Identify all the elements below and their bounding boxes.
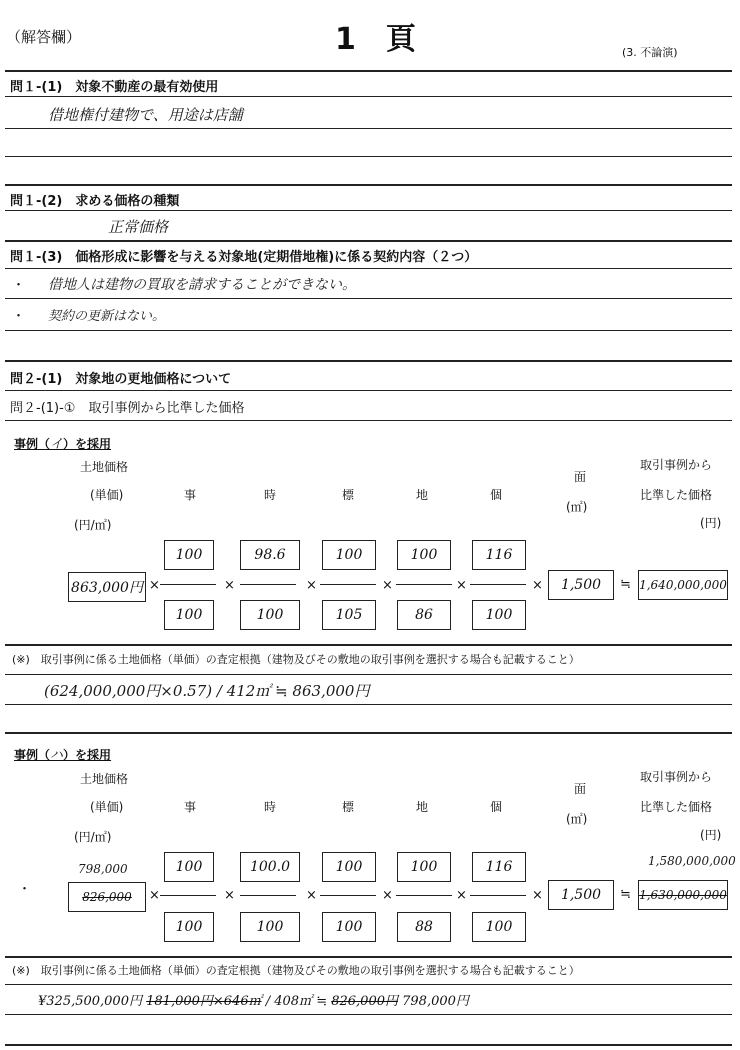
times-sign: × (382, 578, 393, 593)
fraction-bar (320, 584, 376, 585)
case2-label: 事例（ハ）を採用 (14, 748, 112, 763)
rule (5, 240, 732, 242)
factor-header-2: 時 (264, 800, 277, 814)
case2-area-box: 1,500 (548, 880, 614, 910)
case1-num-2: 98.6 (240, 540, 300, 570)
times-sign: × (149, 578, 160, 593)
case2-note-answer (38, 990, 469, 1009)
unit-price-header: (単価) (90, 800, 124, 814)
case1-label: 事例（イ）を採用 (14, 437, 112, 452)
rule (5, 298, 732, 299)
times-sign: × (224, 888, 235, 903)
area-unit-header: (㎡) (566, 812, 588, 826)
rule (5, 390, 732, 391)
fraction-bar (470, 895, 526, 896)
fraction-bar (396, 895, 452, 896)
fraction-bar (470, 584, 526, 585)
rule (5, 360, 732, 362)
factor-header-3: 標 (342, 800, 355, 814)
case2-den-4: 88 (397, 912, 451, 942)
result-header-2: 比準した価格 (640, 488, 713, 502)
rule (5, 156, 732, 157)
factor-header-1: 事 (184, 800, 197, 814)
case1-den-2: 100 (240, 600, 300, 630)
q1-3-answer-2: 契約の更新はない。 (48, 309, 166, 324)
times-sign: × (224, 578, 235, 593)
approx-sign: ≒ (620, 577, 631, 592)
rule (5, 704, 732, 705)
q1-1-label: 問１-(1) 対象不動産の最有効使用 (10, 80, 219, 95)
times-sign: × (456, 888, 467, 903)
area-header: 面 (574, 470, 587, 484)
bullet: ・ (12, 278, 26, 293)
unit-header: (円/㎡) (74, 830, 112, 844)
fraction-bar (160, 895, 216, 896)
case2-num-5: 116 (472, 852, 526, 882)
q1-1-answer: 借地権付建物で、用途は店舗 (48, 106, 243, 124)
unit-header: (円/㎡) (74, 518, 112, 532)
q1-3-label: 問１-(3) 価格形成に影響を与える対象地(定期借地権)に係る契約内容（２つ） (10, 250, 478, 265)
rule (5, 644, 732, 646)
case1-letter: イ (50, 437, 64, 452)
land-price-header: 土地価格 (80, 772, 129, 786)
case2-num-2: 100.0 (240, 852, 300, 882)
bottom-border (5, 1044, 732, 1046)
answer-column-label: （解答欄） (6, 28, 82, 46)
note-part-struck: 826,000円 (331, 994, 398, 1009)
result-unit-header: (円) (700, 828, 722, 842)
case1-result-box: 1,640,000,000 (638, 570, 728, 600)
factor-header-3: 標 (342, 488, 355, 502)
fraction-bar (396, 584, 452, 585)
case1-num-5: 116 (472, 540, 526, 570)
note-part: ¥325,500,000円 (38, 994, 142, 1009)
case1-note-answer: (624,000,000円×0.57) / 412㎡ ≒ 863,000円 (44, 682, 370, 700)
page-title: 1 頁 (335, 22, 416, 57)
times-sign: × (532, 888, 543, 903)
rule (5, 732, 732, 734)
case1-area-box: 1,500 (548, 570, 614, 600)
bullet: ・ (12, 309, 26, 324)
rule (5, 674, 732, 675)
times-sign: × (532, 578, 543, 593)
result-header-2: 比準した価格 (640, 800, 713, 814)
factor-header-4: 地 (416, 488, 429, 502)
factor-header-5: 個 (490, 488, 503, 502)
case2-result-struck: 1,630,000,000 (638, 880, 728, 910)
case2-unit-price-corrected: 798,000 (78, 862, 128, 876)
case2-unit-price-struck: 826,000 (68, 882, 146, 912)
rule (5, 956, 732, 958)
case1-den-5: 100 (472, 600, 526, 630)
q1-3-answer-1: 借地人は建物の買取を請求することができない。 (48, 277, 356, 293)
times-sign: × (306, 888, 317, 903)
times-sign: × (149, 888, 160, 903)
rule (5, 268, 732, 269)
case1-note-label: (※) 取引事例に係る土地価格（単価）の査定根拠（建物及びその敷地の取引事例を選択する場合も記載すること） (12, 653, 580, 666)
times-sign: × (306, 578, 317, 593)
case1-den-1: 100 (164, 600, 214, 630)
case2-letter: ハ (50, 748, 64, 763)
factor-header-1: 事 (184, 488, 197, 502)
result-header-1: 取引事例から (640, 458, 713, 472)
result-header-1: 取引事例から (640, 770, 713, 784)
fraction-bar (240, 584, 296, 585)
fraction-bar (160, 584, 216, 585)
result-unit-header: (円) (700, 516, 722, 530)
rule (5, 210, 732, 211)
case1-num-3: 100 (322, 540, 376, 570)
factor-header-2: 時 (264, 488, 277, 502)
note-part: / 408㎡ ≒ (265, 994, 328, 1009)
q2-1-1-label: 問２-(1)-① 取引事例から比準した価格 (10, 401, 245, 416)
rule (5, 184, 732, 186)
case2-den-5: 100 (472, 912, 526, 942)
unit-price-header: (単価) (90, 488, 124, 502)
rule (5, 1014, 732, 1015)
factor-header-5: 個 (490, 800, 503, 814)
case2-num-1: 100 (164, 852, 214, 882)
case1-num-1: 100 (164, 540, 214, 570)
case2-den-2: 100 (240, 912, 300, 942)
case2-den-1: 100 (164, 912, 214, 942)
rule (5, 420, 732, 421)
note-part: 798,000円 (402, 994, 469, 1009)
area-unit-header: (㎡) (566, 500, 588, 514)
q1-2-label: 問１-(2) 求める価格の種類 (10, 194, 180, 209)
factor-header-4: 地 (416, 800, 429, 814)
note-part-struck: 181,000円×646㎡ (146, 994, 262, 1009)
fraction-bar (320, 895, 376, 896)
q1-2-answer: 正常価格 (108, 218, 169, 236)
case2-num-3: 100 (322, 852, 376, 882)
subject-label: (3. 不論演) (622, 46, 678, 59)
case1-num-4: 100 (397, 540, 451, 570)
case2-result-corrected: 1,580,000,000 (648, 854, 736, 868)
case1-unit-price-box: 863,000円 (68, 572, 146, 602)
times-sign: × (382, 888, 393, 903)
case2-note-label: (※) 取引事例に係る土地価格（単価）の査定根拠（建物及びその敷地の取引事例を選択する場合も記載すること） (12, 964, 580, 977)
case1-den-4: 86 (397, 600, 451, 630)
times-sign: × (456, 578, 467, 593)
case2-den-3: 100 (322, 912, 376, 942)
fraction-bar (240, 895, 296, 896)
case1-den-3: 105 (322, 600, 376, 630)
rule (5, 330, 732, 331)
rule (5, 96, 732, 97)
area-header: 面 (574, 782, 587, 796)
bullet: ・ (18, 882, 32, 897)
top-border (5, 70, 732, 72)
approx-sign: ≒ (620, 887, 631, 902)
land-price-header: 土地価格 (80, 460, 129, 474)
rule (5, 128, 732, 129)
q2-1-label: 問２-(1) 対象地の更地価格について (10, 372, 232, 387)
case2-num-4: 100 (397, 852, 451, 882)
rule (5, 984, 732, 985)
